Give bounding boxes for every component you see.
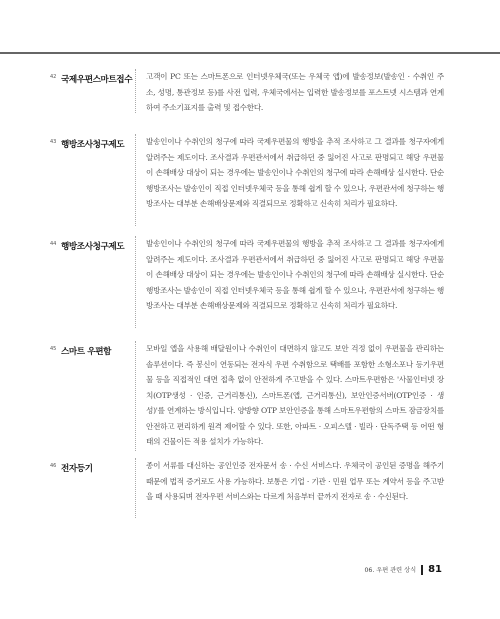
entry-number: 44 — [50, 241, 57, 247]
entry-description: 고객이 PC 또는 스마트폰으로 인터넷우체국(또는 우체국 앱)에 발송정보(발송인 · 수취인 주소, 성명, 통관정보 등)를 사전 입력, 우체국에서는 입력한 발송정보를 포스트넷 시스템과 연계하여 주소기표지를 출력 및 접수한다. — [146, 72, 444, 112]
entry-description: 발송인이나 수취인의 청구에 따라 국제우편물의 행방을 추적 조사하고 그 결과를 청구자에게 알려주는 제도이다. 조사결과 우편관서에서 취급하던 중 잃어진 사고로 판명되고 해당 우편물이 손해배상 대상이 되는 경우에는 발송인이나 수취인의 청구에 따라 손해배상 실시한다. 단순 행방조사는 발송인이 직접 인터넷우체국 등을 통해 쉽게 할 수 있으나, 우편관서에 청구하는 행방조사는 대부분 손해배상문제와 직결되므로 정확하고 신속히 처리가 필요하다. — [146, 239, 444, 310]
entry-term: 국제우편스마트접수 — [61, 75, 133, 85]
entry-number: 46 — [50, 463, 57, 469]
divider — [135, 134, 137, 226]
entry-term: 행방조사청구제도 — [61, 140, 125, 150]
page-footer — [364, 564, 442, 575]
chapter-label: 06. 우편 관련 상식 — [364, 567, 417, 574]
entry-number: 43 — [50, 139, 57, 145]
footer-divider — [421, 565, 423, 575]
page-number: 81 — [428, 564, 442, 575]
divider — [135, 341, 137, 451]
entry-description: 종이 서류를 대신하는 공인인증 전자문서 송 · 수신 서비스다. 우체국이 공인된 증명을 해주기 때문에 법적 증거로도 사용 가능하다. 보통은 기업 · 기관 · 민원 업무 또는 계약서 등을 주고받을 때 사용되며 전자우편 서비스와는 다르게 처음부터 끝까지 전자로 송 · 수신된다. — [146, 461, 444, 501]
top-rule — [0, 52, 500, 54]
divider — [135, 236, 137, 328]
entry-description: 모바일 앱을 사용해 배달원이나 수취인이 대면하지 않고도 보안 걱정 없이 우편물을 관리하는 솔루션이다. 즉 봉신이 연동되는 전자식 우편 수취함으로 택배를 포함한 소형소포나 등기우편물 등을 직접적인 대면 접촉 없이 안전하게 주고받을 수 있다. 스마트우편함은 '사물인터넷 장치(OTP생성 · 인증, 근거리통신), 스마트폰(앱, 근거리통신), 보안인증서버(OTP인증 · 생성)'를 연계하는 방식입니다. 양방향 OTP 보안인증을 통해 스마트우편함의 스마트 잠금장치를 안전하고 편리하게 원격 제어할 수 있다. 또한, 아파트 · 오피스텔 · 빌라 · 단독주택 등 어떤 형태의 건물이든 적용 설치가 가능하다. — [146, 344, 444, 446]
entry-number: 45 — [50, 346, 57, 352]
divider — [135, 458, 137, 518]
divider — [135, 69, 137, 113]
entry-number: 42 — [50, 74, 57, 80]
entry-term: 스마트 우편함 — [61, 347, 112, 357]
entry-term: 행방조사청구제도 — [61, 242, 125, 252]
entry-term: 전자등기 — [61, 464, 93, 474]
entry-description: 발송인이나 수취인의 청구에 따라 국제우편물의 행방을 추적 조사하고 그 결과를 청구자에게 알려주는 제도이다. 조사결과 우편관서에서 취급하던 중 잃어진 사고로 판명되고 해당 우편물이 손해배상 대상이 되는 경우에는 발송인이나 수취인의 청구에 따라 손해배상 실시한다. 단순 행방조사는 발송인이 직접 인터넷우체국 등을 통해 쉽게 할 수 있으나, 우편관서에 청구하는 행방조사는 대부분 손해배상문제와 직결되므로 정확하고 신속히 처리가 필요하다. — [146, 137, 444, 208]
